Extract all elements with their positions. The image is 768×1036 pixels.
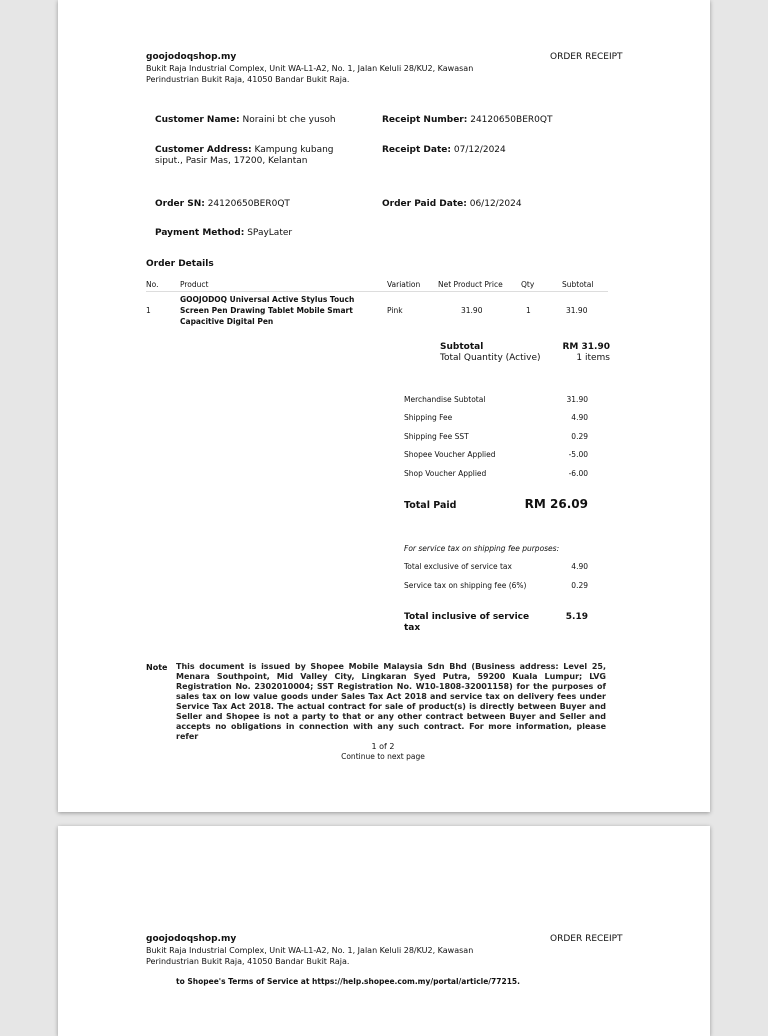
- tax-exclusive-label: Total exclusive of service tax: [404, 562, 512, 571]
- customer-name-label: Customer Name:: [155, 115, 240, 125]
- total-paid-value: RM 26.09: [524, 497, 588, 511]
- summary-label: Shipping Fee SST: [404, 432, 469, 441]
- row-product-line1: GOOJODOQ Universal Active Stylus Touch: [180, 295, 355, 304]
- total-quantity-value: 1 items: [576, 353, 610, 363]
- payment-method-label: Payment Method:: [155, 228, 245, 238]
- receipt-date-value: 07/12/2024: [453, 145, 506, 155]
- receipt-page-1: [58, 0, 710, 812]
- total-paid-label: Total Paid: [404, 500, 457, 511]
- service-tax-label: Service tax on shipping fee (6%): [404, 581, 527, 590]
- order-paid-date-value: 06/12/2024: [469, 199, 522, 209]
- service-tax-value: 0.29: [571, 581, 588, 590]
- customer-address-line2: siput., Pasir Mas, 17200, Kelantan: [155, 156, 308, 166]
- note-label: Note: [146, 663, 168, 672]
- summary-value: -6.00: [568, 469, 588, 478]
- summary-value: 0.29: [571, 432, 588, 441]
- shop-address: Bukit Raja Industrial Complex, Unit WA-L1-A2, No. 1, Jalan Keluli 28/KU2, Kawasan Perindustrian Bukit Raja, 41050 Bandar Bukit Raja.: [146, 946, 474, 966]
- row-no: 1: [146, 306, 151, 315]
- col-net-price: Net Product Price: [438, 280, 503, 289]
- note-continued: to Shopee's Terms of Service at https://help.shopee.com.my/portal/article/77215.: [176, 977, 520, 986]
- row-variation: Pink: [387, 306, 403, 315]
- summary-label: Merchandise Subtotal: [404, 395, 486, 404]
- col-variation: Variation: [387, 280, 421, 289]
- shop-name: goojodoqshop.my: [146, 52, 237, 62]
- tax-inclusive-label-line1: Total inclusive of service: [404, 612, 530, 622]
- total-quantity-label: Total Quantity (Active): [440, 353, 541, 363]
- subtotal-value: RM 31.90: [562, 342, 610, 352]
- tax-inclusive-value: 5.19: [565, 612, 588, 622]
- col-no: No.: [146, 280, 159, 289]
- row-product-line2: Screen Pen Drawing Tablet Mobile Smart: [180, 306, 353, 315]
- customer-address-line1: Kampung kubang: [254, 145, 334, 155]
- summary-value: 31.90: [566, 395, 588, 404]
- receipt-date-row: [382, 145, 506, 155]
- note-body: This document is issued by Shopee Mobile Malaysia Sdn Bhd (Business address: Level 25, Menara Southpoint, Mid Valley City, Lingkaran Syed Putra, 59200 Kuala Lumpur; LVG Registration No. 2302010004; SST Registration No. W10-1808-32001158) for the purposes of sales tax on low value goods under Sales Tax Act 2018 and service tax on delivery fees under Service Tax Act 2018. The actual contract for sale of product(s) is directly between Buyer and Seller and Shopee is not a party to that or any other contract between Buyer and Seller and accepts no obligations in connection with any such contract. For more information, please refer: [176, 662, 606, 741]
- order-sn-value: 24120650BER0QT: [207, 199, 290, 209]
- payment-method-value: SPayLater: [247, 228, 293, 238]
- customer-name-value: Noraini bt che yusoh: [242, 115, 336, 125]
- service-tax-heading: For service tax on shipping fee purposes:: [404, 544, 560, 553]
- order-paid-date-label: Order Paid Date:: [382, 199, 467, 209]
- customer-name-row: [155, 115, 336, 125]
- shop-address: Bukit Raja Industrial Complex, Unit WA-L1-A2, No. 1, Jalan Keluli 28/KU2, Kawasan Perindustrian Bukit Raja, 41050 Bandar Bukit Raja.: [146, 64, 474, 84]
- subtotal-label: Subtotal: [440, 342, 484, 352]
- summary-label: Shipping Fee: [404, 413, 453, 422]
- continue-to-next-page: Continue to next page: [341, 752, 425, 761]
- table-header-divider: [146, 291, 608, 292]
- col-subtotal: Subtotal: [562, 280, 594, 289]
- shop-name: goojodoqshop.my: [146, 934, 237, 944]
- document-title: ORDER RECEIPT: [550, 934, 623, 944]
- receipt-number-row: [382, 115, 552, 125]
- summary-label: Shopee Voucher Applied: [404, 450, 496, 459]
- summary-value: -5.00: [568, 450, 588, 459]
- order-sn-label: Order SN:: [155, 199, 205, 209]
- order-details-title: Order Details: [146, 259, 214, 269]
- col-product: Product: [180, 280, 209, 289]
- customer-address-label: Customer Address:: [155, 145, 252, 155]
- summary-value: 4.90: [571, 413, 588, 422]
- receipt-number-label: Receipt Number:: [382, 115, 468, 125]
- summary-label: Shop Voucher Applied: [404, 469, 487, 478]
- customer-address-row: [155, 145, 334, 155]
- order-paid-date-row: [382, 199, 522, 209]
- row-qty: 1: [526, 306, 531, 315]
- tax-inclusive-label-line2: tax: [404, 623, 421, 633]
- payment-method-row: [155, 228, 292, 238]
- row-product-line3: Capacitive Digital Pen: [180, 317, 274, 326]
- row-price: 31.90: [461, 306, 483, 315]
- page-number: 1 of 2: [371, 742, 395, 751]
- document-title: ORDER RECEIPT: [550, 52, 623, 62]
- row-subtotal: 31.90: [566, 306, 588, 315]
- receipt-number-value: 24120650BER0QT: [470, 115, 553, 125]
- receipt-page-2: [58, 826, 710, 1036]
- receipt-date-label: Receipt Date:: [382, 145, 451, 155]
- order-sn-row: [155, 199, 290, 209]
- col-qty: Qty: [521, 280, 535, 289]
- tax-exclusive-value: 4.90: [571, 562, 588, 571]
